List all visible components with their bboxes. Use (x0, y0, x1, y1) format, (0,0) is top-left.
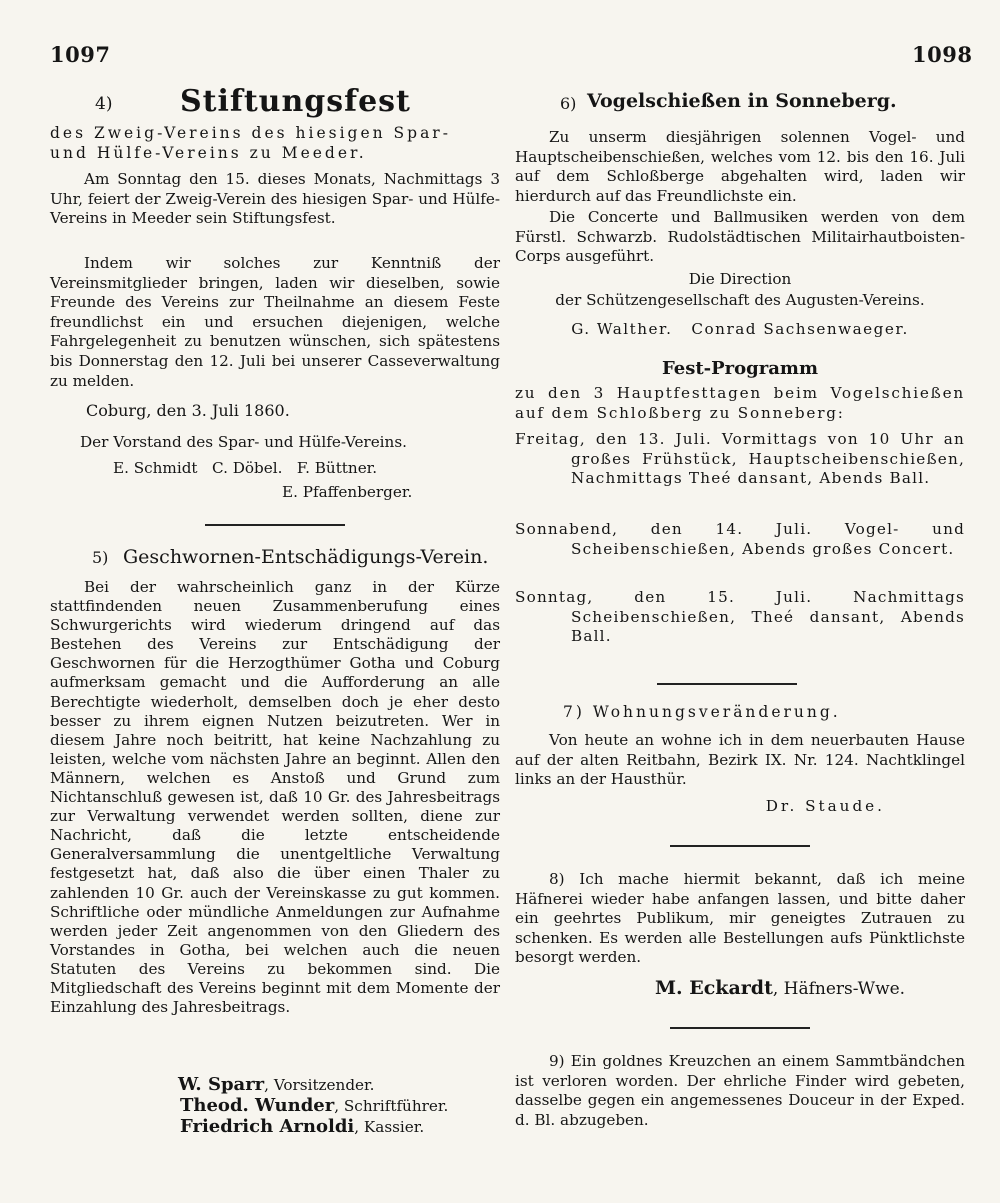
item4-number: 4) (95, 94, 113, 114)
item8-para: 8) Ich mache hiermit bekannt, daß ich meine Häfnerei wieder habe anfangen lassen, und bitte daher ein geehrtes Publikum, mir geneigtes Zutrauen zu schenken. Es werden alle Bestellungen aufs Pünktlichste besorgt werden. (515, 870, 965, 967)
divider (657, 683, 797, 685)
program-sunday: Sonntag, den 15. Juli. Nachmittags Scheibenschießen, Theé dansant, Abends Ball. (515, 588, 965, 646)
item4-subtitle-line2: und Hülfe-Vereins zu Meeder. (50, 143, 367, 162)
divider (205, 524, 345, 526)
item4-subtitle (50, 124, 500, 163)
item7-para: Von heute an wohne ich in dem neuerbauten Hause auf der alten Reitbahn, Bezirk IX. Nr. 124. Nachtklingel links an der Hausthür. (515, 731, 965, 789)
item4-place-date: Coburg, den 3. Juli 1860. (86, 401, 290, 420)
item7-signer: Dr. Staude. (765, 797, 885, 815)
item4-para1: Am Sonntag den 15. dieses Monats, Nachmittags 3 Uhr, feiert der Zweig-Verein des hiesigen Spar- und Hülfe-Vereins in Meeder sein Stiftungsfest. (50, 170, 500, 228)
item6-direction1: Die Direction (688, 270, 792, 288)
item4-names1: E. Schmidt C. Döbel. F. Büttner. (113, 459, 378, 477)
item4-board: Der Vorstand des Spar- und Hülfe-Vereins. (80, 433, 407, 451)
item6-number: 6) (560, 94, 577, 113)
page-number-left: 1097 (50, 42, 111, 67)
item6-signers: G. Walther. Conrad Sachsenwaeger. (571, 320, 909, 338)
item5-number: 5) (92, 548, 109, 567)
item9-para: 9) Ein goldnes Kreuzchen an einem Sammtbändchen ist verloren worden. Der ehrliche Finder wird gebeten, dasselbe gegen ein angemessenes Douceur in der Exped. d. Bl. abzugeben. (515, 1052, 965, 1129)
program-friday: Freitag, den 13. Juli. Vormittags von 10 Uhr an großes Frühstück, Hauptscheibenschießen, Nachmittags Theé dansant, Abends Ball. (515, 430, 965, 488)
item6-direction2: der Schützengesellschaft des Augusten-Vereins. (555, 291, 925, 309)
item8-signer (515, 978, 965, 999)
sig3-name: Friedrich Arnoldi (180, 1116, 355, 1137)
sig1-name: W. Sparr (178, 1074, 265, 1095)
item4-para2: Indem wir solches zur Kenntniß der Vereinsmitglieder bringen, laden wir dieselben, sowie Freunde des Vereins zur Theilnahme an diesem Feste freundlichst ein und ersuchen diejenigen, welche Fahrgelegenheit zu benutzen wünschen, sich spätestens bis Donnerstag den 12. Juli bei unserer Casseverwaltung zu melden. (50, 254, 500, 390)
item8-signer-name: M. Eckardt (655, 977, 773, 999)
item4-title: Stiftungsfest (180, 84, 411, 119)
divider (670, 1027, 810, 1029)
item5-para: Bei der wahrscheinlich ganz in der Kürze stattfindenden neuen Zusammenberufung eines Schwurgerichts wird wiederum dringend auf das Bestehen des Vereins zur Entschädigung der Geschwornen für die Herzogthümer Gotha und Coburg aufmerksam gemacht und die Aufforderung an alle Berechtigte wiederholt, demselben doch je eher desto besser zu ihrem eignen Nutzen beizutreten. Wer in diesem Jahre noch beitritt, hat keine Nachzahlung zu leisten, welche vom nächsten Jahre an beginnt. Allen den Männern, welchen es Anstoß und Grund zum Nichtanschluß gewesen ist, daß 10 Gr. des Jahresbeitrags zur Verwaltung verwendet werden sollten, diene zur Nachricht, daß die letzte entscheidende Generalversammlung die unentgeltliche Verwaltung festgesetzt hat, daß also die über einen Thaler zu zahlenden 10 Gr. auch der Vereinskasse zu gut kommen. Schriftliche oder mündliche Anmeldungen zur Aufnahme werden jeder Zeit angenommen von den Gliedern des Vorstandes in Gotha, bei welchen auch die neuen Statuten des Vereins zu bekommen sind. Die Mitgliedschaft des Vereins beginnt mit dem Momente der Einzahlung des Jahresbeitrags. (50, 578, 500, 1017)
item5-sig1 (50, 1075, 500, 1095)
sig1-role: , Vorsitzender. (264, 1076, 375, 1094)
item4-subtitle-line1: des Zweig-Vereins des hiesigen Spar- (50, 124, 451, 142)
sig2-name: Theod. Wunder (180, 1095, 335, 1116)
item6-para2: Die Concerte und Ballmusiken werden von dem Fürstl. Schwarzb. Rudolstädtischen Militairhautboisten-Corps ausgeführt. (515, 208, 965, 266)
item5-sig3 (50, 1117, 500, 1137)
sig3-role: , Kassier. (354, 1118, 425, 1136)
program-title: Fest-Programm (661, 358, 818, 379)
item6-para1: Zu unserm diesjährigen solennen Vogel- und Hauptscheibenschießen, welches vom 12. bis den 16. Juli auf dem Schloßberge abgehalten wird, laden wir hierdurch auf das Freundlichste ein. (515, 128, 965, 205)
program-intro: zu den 3 Hauptfesttagen beim Vogelschießen auf dem Schloßberg zu Sonneberg: (515, 384, 965, 422)
item5-title: Geschwornen-Entschädigungs-Verein. (123, 546, 489, 568)
item4-names2: E. Pfaffenberger. (282, 483, 413, 501)
page-number-right: 1098 (912, 42, 973, 67)
item5-sig2 (50, 1096, 500, 1116)
program-saturday: Sonnabend, den 14. Juli. Vogel- und Scheibenschießen, Abends großes Concert. (515, 520, 965, 558)
divider (670, 845, 810, 847)
item6-title: Vogelschießen in Sonneberg. (587, 90, 897, 112)
sig2-role: , Schriftführer. (334, 1097, 449, 1115)
item7-title: 7) Wohnungsveränderung. (563, 703, 841, 721)
item8-signer-role: , Häfners-Wwe. (772, 979, 906, 999)
